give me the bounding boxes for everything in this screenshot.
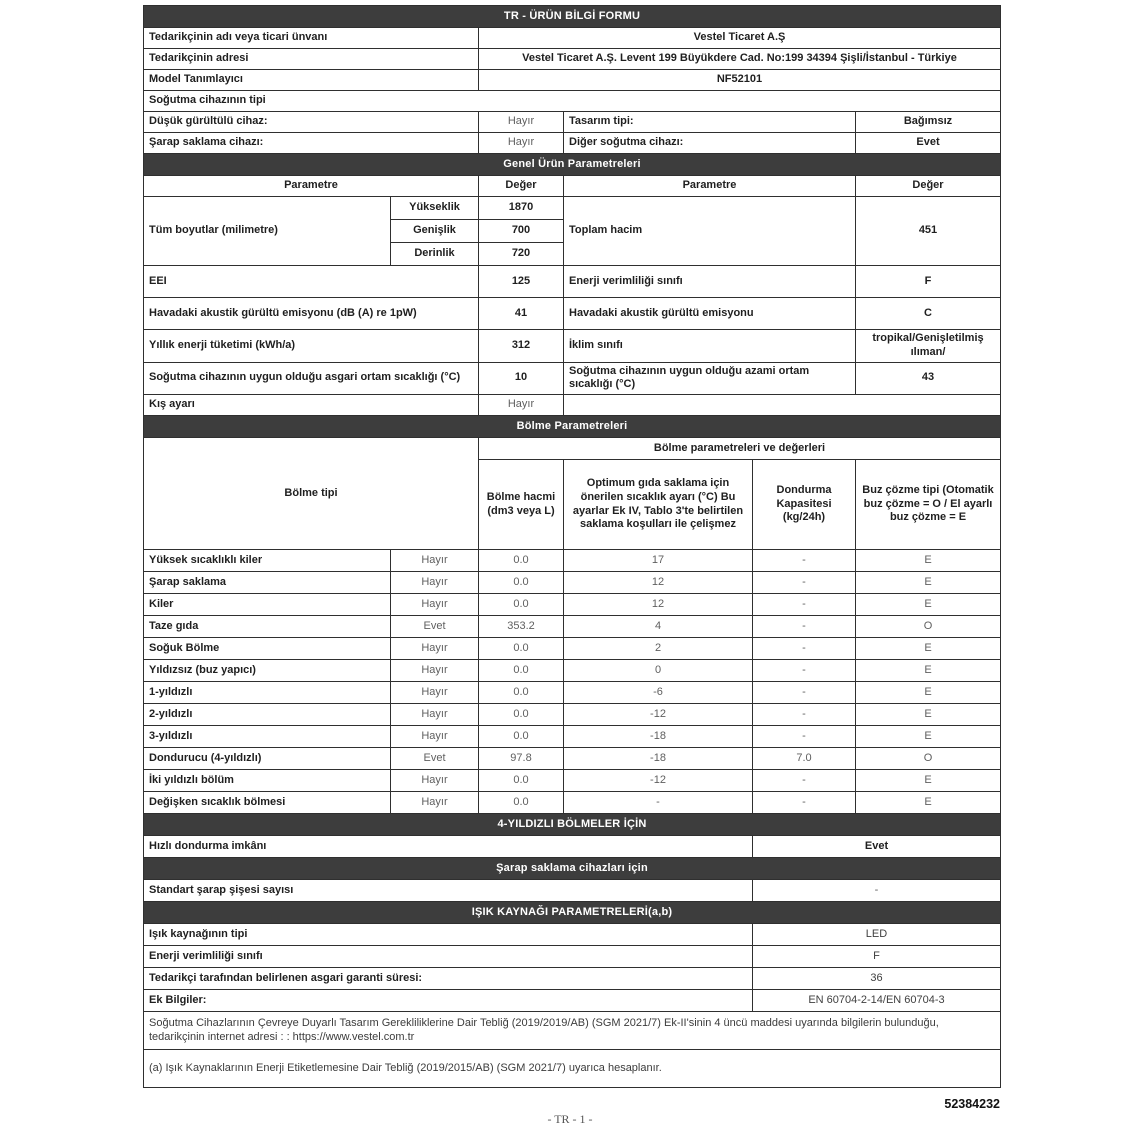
- compartment-present: Hayır: [391, 770, 479, 792]
- param-label-right: Soğutma cihazının uygun olduğu azami ortam sıcaklığı (°C): [564, 362, 856, 395]
- compartment-present: Hayır: [391, 704, 479, 726]
- compartment-temp: -12: [564, 770, 753, 792]
- compartment-type: Dondurucu (4-yıldızlı): [144, 748, 391, 770]
- compartment-capacity: -: [753, 594, 856, 616]
- light-row-value: EN 60704-2-14/EN 60704-3: [753, 990, 1001, 1012]
- compartment-defrost: E: [856, 550, 1001, 572]
- supplier-row-value: NF52101: [479, 70, 1001, 91]
- param-value-left: 312: [479, 330, 564, 363]
- param-label-left: Soğutma cihazının uygun olduğu asgari ortam sıcaklığı (°C): [144, 362, 479, 395]
- supplier-row-label: Model Tanımlayıcı: [144, 70, 479, 91]
- compartment-capacity: -: [753, 660, 856, 682]
- compartment-defrost: O: [856, 616, 1001, 638]
- dimensions-label: Tüm boyutlar (milimetre): [144, 197, 391, 266]
- compartment-temp: -18: [564, 748, 753, 770]
- compartment-temp: 2: [564, 638, 753, 660]
- compartment-type: Taze gıda: [144, 616, 391, 638]
- compartment-temp: -12: [564, 704, 753, 726]
- compartment-defrost: E: [856, 660, 1001, 682]
- wine-row-value: -: [753, 880, 1001, 902]
- compartment-volume: 353.2: [479, 616, 564, 638]
- compartment-temp: 12: [564, 572, 753, 594]
- compartment-col-header-temp: Optimum gıda saklama için önerilen sıcaklık ayarı (°C) Bu ayarlar Ek IV, Tablo 3'te belirtilen saklama koşulları ile çelişmez: [564, 460, 753, 550]
- param-value-left: Hayır: [479, 133, 564, 154]
- compartment-type: 1-yıldızlı: [144, 682, 391, 704]
- param-value-right: C: [856, 298, 1001, 330]
- compartment-present: Hayır: [391, 726, 479, 748]
- dimension-value: 700: [479, 220, 564, 243]
- param-value-right: Bağımsız: [856, 112, 1001, 133]
- param-value-right: tropikal/Genişletilmiş ılıman/: [856, 330, 1001, 363]
- compartment-col-header-volume: Bölme hacmi (dm3 veya L): [479, 460, 564, 550]
- compartment-capacity: -: [753, 770, 856, 792]
- compartment-present: Hayır: [391, 638, 479, 660]
- compartment-volume: 0.0: [479, 638, 564, 660]
- compartment-defrost: E: [856, 770, 1001, 792]
- general-col-header: Parametre: [144, 176, 479, 197]
- param-value-left: 41: [479, 298, 564, 330]
- dimension-value: 1870: [479, 197, 564, 220]
- compartment-col-header-capacity: Dondurma Kapasitesi (kg/24h): [753, 460, 856, 550]
- compartment-capacity: -: [753, 616, 856, 638]
- compartment-present: Hayır: [391, 550, 479, 572]
- compartment-defrost: E: [856, 638, 1001, 660]
- compartment-present: Evet: [391, 616, 479, 638]
- compartment-volume: 97.8: [479, 748, 564, 770]
- compartment-volume: 0.0: [479, 770, 564, 792]
- winter-setting-label: Kış ayarı: [144, 395, 479, 416]
- form-title: TR - ÜRÜN BİLGİ FORMU: [144, 6, 1001, 28]
- compartment-defrost: E: [856, 594, 1001, 616]
- dimension-name: Derinlik: [391, 243, 479, 266]
- param-label-right: Tasarım tipi:: [564, 112, 856, 133]
- compartment-present: Hayır: [391, 660, 479, 682]
- total-volume-label: Toplam hacim: [564, 197, 856, 266]
- param-label-left: Havadaki akustik gürültü emisyonu (dB (A) re 1pW): [144, 298, 479, 330]
- compartment-defrost: E: [856, 704, 1001, 726]
- compartment-capacity: -: [753, 792, 856, 814]
- compartment-type: Yüksek sıcaklıklı kiler: [144, 550, 391, 572]
- four-star-row-value: Evet: [753, 836, 1001, 858]
- compartment-capacity: -: [753, 638, 856, 660]
- compartment-volume: 0.0: [479, 550, 564, 572]
- dimension-name: Yükseklik: [391, 197, 479, 220]
- compartment-group-header: Bölme parametreleri ve değerleri: [479, 438, 1001, 460]
- compartment-temp: 0: [564, 660, 753, 682]
- general-col-header: Parametre: [564, 176, 856, 197]
- compartment-capacity: -: [753, 704, 856, 726]
- compartment-volume: 0.0: [479, 792, 564, 814]
- compartment-capacity: -: [753, 550, 856, 572]
- param-value-right: 43: [856, 362, 1001, 395]
- compartment-type: Şarap saklama: [144, 572, 391, 594]
- general-col-header: Değer: [479, 176, 564, 197]
- param-value-right: Evet: [856, 133, 1001, 154]
- light-row-label: Ek Bilgiler:: [144, 990, 753, 1012]
- param-value-left: 125: [479, 266, 564, 298]
- param-value-right: F: [856, 266, 1001, 298]
- compartment-temp: -6: [564, 682, 753, 704]
- compartment-defrost: E: [856, 682, 1001, 704]
- section-header-general: Genel Ürün Parametreleri: [144, 154, 1001, 176]
- compartment-temp: 4: [564, 616, 753, 638]
- compartment-temp: 17: [564, 550, 753, 572]
- light-row-label: Tedarikçi tarafından belirlenen asgari garanti süresi:: [144, 968, 753, 990]
- general-col-header: Değer: [856, 176, 1001, 197]
- section-header-light: IŞIK KAYNAĞI PARAMETRELERİ(a,b): [144, 902, 1001, 924]
- footnote: Soğutma Cihazlarının Çevreye Duyarlı Tasarım Gerekliliklerine Dair Tebliğ (2019/2019/AB) (SGM 2021/7) Ek-II'sinin 4 üncü maddesi uyarında bilgilerin bulunduğu, tedarikçinin internet adresi : : https://www.vestel.com.tr: [144, 1012, 1001, 1050]
- light-row-label: Enerji verimliliği sınıfı: [144, 946, 753, 968]
- compartment-temp: -18: [564, 726, 753, 748]
- compartment-volume: 0.0: [479, 594, 564, 616]
- compartment-volume: 0.0: [479, 660, 564, 682]
- supplier-row-value: Vestel Ticaret A.Ş: [479, 28, 1001, 49]
- dimension-name: Genişlik: [391, 220, 479, 243]
- compartment-defrost: E: [856, 726, 1001, 748]
- compartment-volume: 0.0: [479, 726, 564, 748]
- wine-row-label: Standart şarap şişesi sayısı: [144, 880, 753, 902]
- total-volume-value: 451: [856, 197, 1001, 266]
- param-label-right: İklim sınıfı: [564, 330, 856, 363]
- compartment-volume: 0.0: [479, 572, 564, 594]
- compartment-type: Değişken sıcaklık bölmesi: [144, 792, 391, 814]
- compartment-capacity: 7.0: [753, 748, 856, 770]
- compartment-defrost: E: [856, 572, 1001, 594]
- compartment-volume: 0.0: [479, 704, 564, 726]
- compartment-present: Hayır: [391, 682, 479, 704]
- document-number: 52384232: [944, 1097, 1000, 1111]
- light-row-value: F: [753, 946, 1001, 968]
- supplier-row-label: Tedarikçinin adresi: [144, 49, 479, 70]
- compartment-present: Evet: [391, 748, 479, 770]
- light-row-value: 36: [753, 968, 1001, 990]
- compartment-defrost: E: [856, 792, 1001, 814]
- compartment-volume: 0.0: [479, 682, 564, 704]
- compartment-present: Hayır: [391, 594, 479, 616]
- param-value-left: Hayır: [479, 112, 564, 133]
- section-header-four-star: 4-YILDIZLI BÖLMELER İÇİN: [144, 814, 1001, 836]
- empty-cell: [564, 395, 1001, 416]
- param-label-right: Diğer soğutma cihazı:: [564, 133, 856, 154]
- light-row-label: Işık kaynağının tipi: [144, 924, 753, 946]
- footnote: (a) Işık Kaynaklarının Enerji Etiketlemesine Dair Tebliğ (2019/2015/AB) (SGM 2021/7) uyarıca hesaplanır.: [144, 1050, 1001, 1088]
- section-header-wine: Şarap saklama cihazları için: [144, 858, 1001, 880]
- compartment-type: Kiler: [144, 594, 391, 616]
- supplier-row-label: Tedarikçinin adı veya ticari ünvanı: [144, 28, 479, 49]
- compartment-capacity: -: [753, 572, 856, 594]
- param-label-left: Şarap saklama cihazı:: [144, 133, 479, 154]
- param-label-left: Düşük gürültülü cihaz:: [144, 112, 479, 133]
- supplier-row-value: Vestel Ticaret A.Ş. Levent 199 Büyükdere Cad. No:199 34394 Şişli/İstanbul - Türkiye: [479, 49, 1001, 70]
- param-label-right: Havadaki akustik gürültü emisyonu: [564, 298, 856, 330]
- light-row-value: LED: [753, 924, 1001, 946]
- compartment-capacity: -: [753, 682, 856, 704]
- compartment-type: Yıldızsız (buz yapıcı): [144, 660, 391, 682]
- param-label-right: Enerji verimliliği sınıfı: [564, 266, 856, 298]
- param-label-left: Yıllık enerji tüketimi (kWh/a): [144, 330, 479, 363]
- product-info-table: [143, 5, 1001, 1088]
- winter-setting-value: Hayır: [479, 395, 564, 416]
- compartment-present: Hayır: [391, 792, 479, 814]
- compartment-defrost: O: [856, 748, 1001, 770]
- compartment-col-header-defrost: Buz çözme tipi (Otomatik buz çözme = O / El ayarlı buz çözme = E: [856, 460, 1001, 550]
- compartment-type: Soğuk Bölme: [144, 638, 391, 660]
- param-value-left: 10: [479, 362, 564, 395]
- compartment-type: 2-yıldızlı: [144, 704, 391, 726]
- section-header-compartments: Bölme Parametreleri: [144, 416, 1001, 438]
- four-star-row-label: Hızlı dondurma imkânı: [144, 836, 753, 858]
- compartment-type-header: Bölme tipi: [144, 438, 479, 550]
- compartment-capacity: -: [753, 726, 856, 748]
- cooling-type-label: Soğutma cihazının tipi: [144, 91, 1001, 112]
- compartment-type: İki yıldızlı bölüm: [144, 770, 391, 792]
- dimension-value: 720: [479, 243, 564, 266]
- compartment-type: 3-yıldızlı: [144, 726, 391, 748]
- page-footer: - TR - 1 -: [547, 1112, 593, 1126]
- compartment-temp: 12: [564, 594, 753, 616]
- param-label-left: EEI: [144, 266, 479, 298]
- compartment-present: Hayır: [391, 572, 479, 594]
- compartment-temp: -: [564, 792, 753, 814]
